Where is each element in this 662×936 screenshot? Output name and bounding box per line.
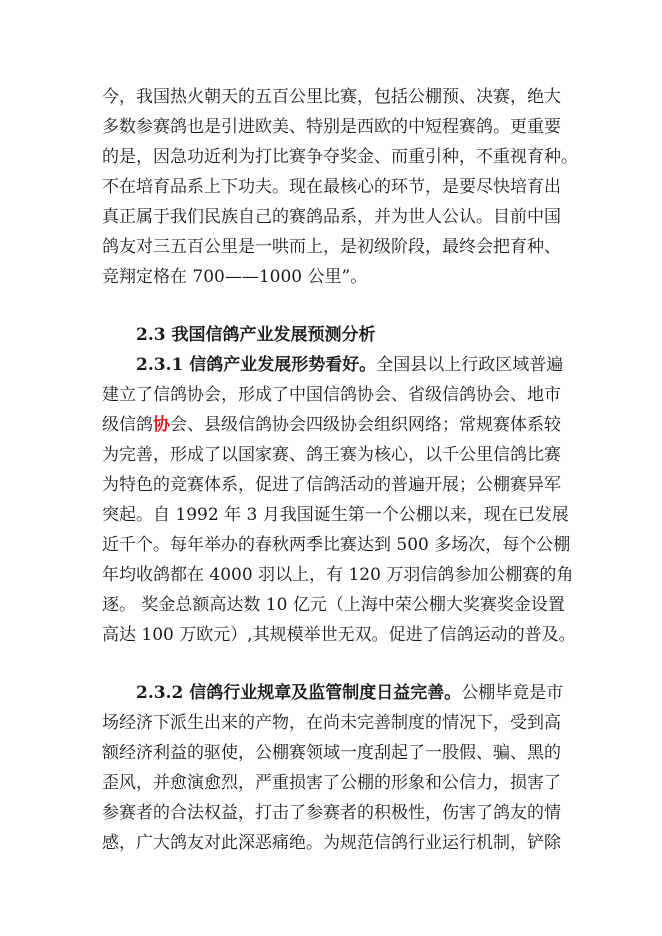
paragraph-text: 全国县以上行政区域普遍	[376, 355, 564, 375]
paragraph-line: 近千个。每年举办的春秋两季比赛达到 500 多场次，每个公棚	[102, 535, 571, 555]
paragraph-line: 不在培育品系上下功夫。现在最核心的环节，是要尽快培育出	[102, 177, 561, 197]
paragraph-line: 突起。自 1992 年 3 月我国诞生第一个公棚以来，现在已发展	[102, 505, 569, 525]
paragraph-line: 高达 100 万欧元）,其规模举世无双。促进了信鸽运动的普及。	[102, 625, 576, 645]
paragraph-text: 会、县级信鸽协会四级协会组织网络；常规赛体系较	[170, 415, 561, 435]
section-heading: 2.3 我国信鸽产业发展预测分析	[136, 325, 376, 345]
paragraph-line: 为特色的竞赛体系，促进了信鸽活动的普遍开展；公棚赛异军	[102, 475, 561, 495]
paragraph-line: 多数参赛鸽也是引进欧美、特别是西欧的中短程赛鸽。更重要	[102, 117, 561, 137]
paragraph-line: 年均收鸽都在 4000 羽以上，有 120 万羽信鸽参加公棚赛的角	[102, 565, 574, 585]
paragraph-line: 真正属于我们民族自己的赛鸽品系，并为世人公认。目前中国	[102, 207, 561, 227]
paragraph-line: 逐。 奖金总额高达数 10 亿元（上海中荣公棚大奖赛奖金设置	[102, 595, 565, 615]
subsection-first-line	[136, 352, 563, 378]
paragraph-line: 建立了信鸽协会，形成了中国信鸽协会、省级信鸽协会、地市	[102, 385, 561, 405]
paragraph-line	[102, 412, 561, 438]
paragraph-line: 为完善，形成了以国家赛、鸽王赛为核心，以千公里信鸽比赛	[102, 445, 561, 465]
paragraph-line: 歪风，并愈演愈烈，严重损害了公棚的形象和公信力，损害了	[102, 773, 561, 793]
paragraph-line: 场经济下派生出来的产物，在尚未完善制度的情况下，受到高	[102, 713, 561, 733]
paragraph-text: 公棚毕竟是市	[461, 683, 564, 703]
subsection-heading: 2.3.2 信鸽行业规章及监管制度日益完善。	[136, 683, 462, 703]
paragraph-line: 竞翔定格在 700——1000 公里”。	[102, 267, 368, 287]
paragraph-line: 感，广大鸽友对此深恶痛绝。为规范信鸽行业运行机制，铲除	[102, 833, 561, 853]
paragraph-line: 今，我国热火朝天的五百公里比赛，包括公棚预、决赛，绝大	[102, 87, 561, 107]
paragraph-line: 参赛者的合法权益，打击了参赛者的积极性，伤害了鸽友的情	[102, 803, 561, 823]
paragraph-text: 级信鸽	[102, 415, 153, 435]
highlighted-character: 协	[153, 415, 170, 435]
subsection-heading: 2.3.1 信鸽产业发展形势看好。	[136, 355, 377, 375]
paragraph-line: 的是，因急功近利为打比赛争夺奖金、而重引种，不重视育种。	[102, 147, 578, 167]
subsection-first-line	[136, 680, 563, 706]
paragraph-line: 额经济利益的驱使，公棚赛领域一度刮起了一股假、骗、黑的	[102, 743, 561, 763]
paragraph-line: 鸽友对三五百公里是一哄而上，是初级阶段，最终会把育种、	[102, 237, 561, 257]
